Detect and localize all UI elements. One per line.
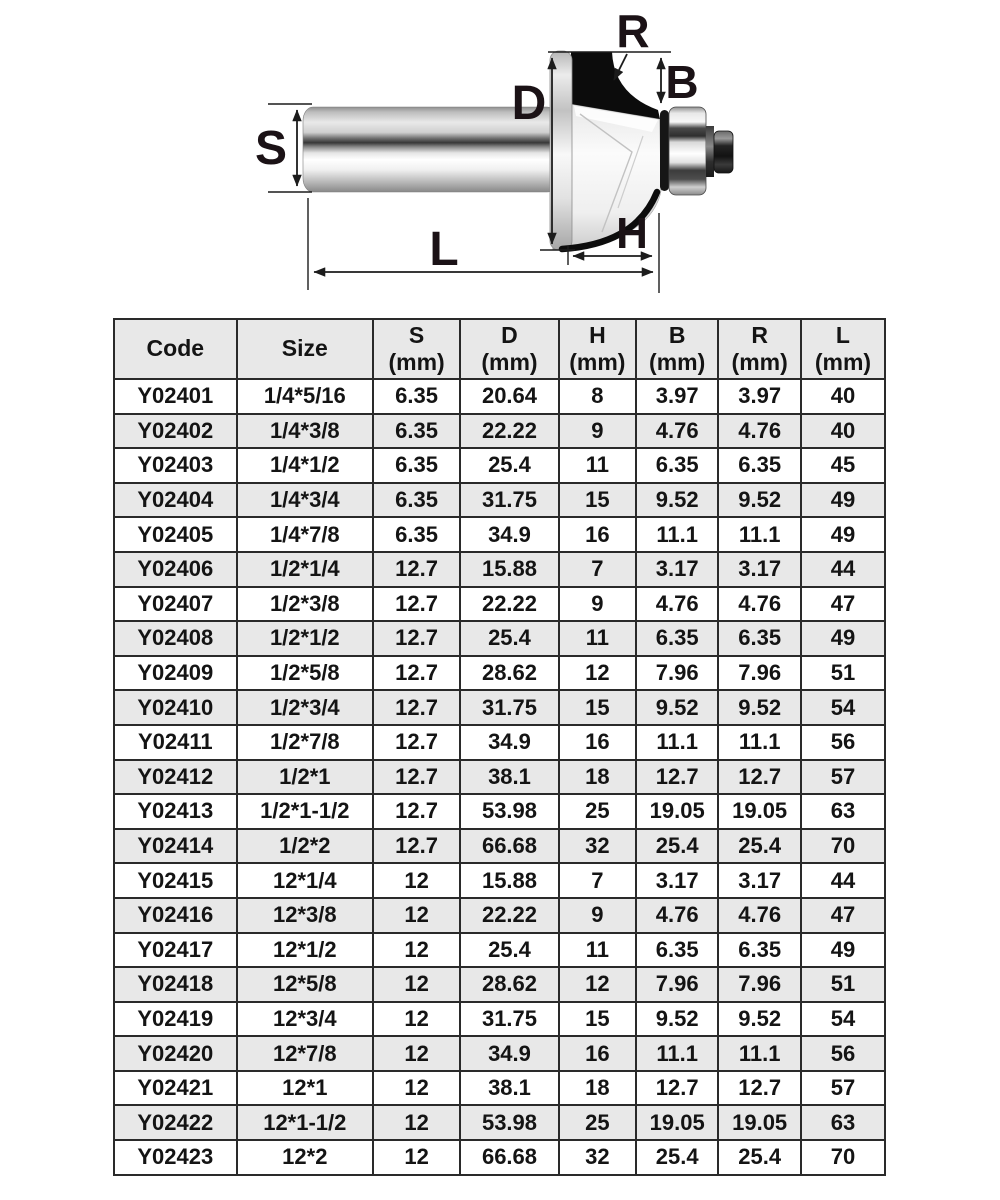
table-cell: 44: [801, 552, 885, 587]
table-cell: 57: [801, 1071, 885, 1106]
table-cell: 25.4: [718, 829, 800, 864]
label-H: H: [616, 209, 648, 258]
bearing-collar: [706, 126, 714, 177]
table-cell: Y02414: [114, 829, 237, 864]
table-cell: Y02410: [114, 690, 237, 725]
table-cell: 12*1: [237, 1071, 373, 1106]
table-cell: 11.1: [718, 517, 800, 552]
bearing: [669, 107, 706, 195]
table-cell: 18: [559, 760, 636, 795]
table-cell: 3.17: [636, 863, 718, 898]
table-cell: 40: [801, 379, 885, 414]
table-cell: 53.98: [460, 1105, 559, 1140]
col-header-code: [114, 319, 237, 379]
table-cell: 12*3/8: [237, 898, 373, 933]
table-cell: 12: [373, 1140, 460, 1175]
table-cell: 11.1: [718, 725, 800, 760]
table-cell: 12: [373, 933, 460, 968]
table-cell: 12*5/8: [237, 967, 373, 1002]
table-cell: 9.52: [718, 1002, 800, 1037]
table-cell: 12.7: [718, 760, 800, 795]
col-label: L: [835, 321, 850, 348]
label-B: B: [665, 56, 699, 108]
col-unit: (mm): [569, 349, 626, 375]
label-R: R: [616, 5, 650, 57]
table-cell: Y02415: [114, 863, 237, 898]
table-cell: 56: [801, 1036, 885, 1071]
table-cell: 8: [559, 379, 636, 414]
table-cell: 11: [559, 448, 636, 483]
table-cell: 11.1: [718, 1036, 800, 1071]
bearing-snap-ring: [660, 110, 669, 191]
col-unit: (mm): [388, 349, 445, 375]
col-header-size: [237, 319, 373, 379]
table-cell: Y02417: [114, 933, 237, 968]
table-row: [114, 760, 885, 795]
table-cell: 25.4: [460, 933, 559, 968]
table-row: [114, 552, 885, 587]
table-cell: 63: [801, 794, 885, 829]
col-unit: (mm): [649, 349, 706, 375]
table-cell: 6.35: [373, 483, 460, 518]
table-cell: 38.1: [460, 1071, 559, 1106]
table-row: [114, 1140, 885, 1175]
table-cell: 56: [801, 725, 885, 760]
table-cell: Y02419: [114, 1002, 237, 1037]
table-cell: 45: [801, 448, 885, 483]
col-unit: (mm): [481, 349, 538, 375]
col-header-s: [373, 319, 460, 379]
table-cell: 15: [559, 483, 636, 518]
table-cell: 1/2*3/8: [237, 587, 373, 622]
table-row: [114, 1036, 885, 1071]
table-cell: 6.35: [636, 448, 718, 483]
table-cell: 51: [801, 967, 885, 1002]
table-cell: Y02407: [114, 587, 237, 622]
table-cell: Y02416: [114, 898, 237, 933]
table-cell: 54: [801, 690, 885, 725]
table-cell: 3.17: [636, 552, 718, 587]
col-label: B: [668, 321, 686, 348]
table-cell: 12*3/4: [237, 1002, 373, 1037]
table-cell: Y02422: [114, 1105, 237, 1140]
table-cell: 9.52: [636, 690, 718, 725]
table-cell: 49: [801, 933, 885, 968]
table-cell: 12.7: [636, 1071, 718, 1106]
table-cell: 1/2*5/8: [237, 656, 373, 691]
table-cell: Y02413: [114, 794, 237, 829]
table-cell: 66.68: [460, 1140, 559, 1175]
table-cell: 15.88: [460, 552, 559, 587]
table-row: [114, 379, 885, 414]
table-cell: 49: [801, 483, 885, 518]
table-cell: 16: [559, 517, 636, 552]
table-cell: Y02409: [114, 656, 237, 691]
table-cell: 12.7: [373, 552, 460, 587]
table-cell: 22.22: [460, 414, 559, 449]
table-cell: 1/2*1-1/2: [237, 794, 373, 829]
table-cell: 12.7: [373, 587, 460, 622]
table-cell: 12: [373, 1105, 460, 1140]
table-cell: 15: [559, 1002, 636, 1037]
table-cell: 32: [559, 1140, 636, 1175]
table-cell: 9.52: [636, 1002, 718, 1037]
table-cell: 6.35: [373, 517, 460, 552]
table-cell: 12: [559, 656, 636, 691]
table-cell: 9.52: [636, 483, 718, 518]
table-cell: 4.76: [636, 898, 718, 933]
col-header-d: [460, 319, 559, 379]
table-cell: 12*1-1/2: [237, 1105, 373, 1140]
table-row: [114, 794, 885, 829]
table-cell: 19.05: [718, 1105, 800, 1140]
table-row: [114, 517, 885, 552]
table-cell: 7: [559, 552, 636, 587]
col-label: D: [501, 321, 518, 348]
table-cell: 12.7: [373, 725, 460, 760]
table-cell: 1/4*3/8: [237, 414, 373, 449]
table-cell: 12*1/2: [237, 933, 373, 968]
table-cell: 25: [559, 794, 636, 829]
table-cell: 1/4*7/8: [237, 517, 373, 552]
table-row: [114, 933, 885, 968]
table-cell: 28.62: [460, 967, 559, 1002]
table-cell: 1/2*1: [237, 760, 373, 795]
table-cell: 15.88: [460, 863, 559, 898]
table-cell: 12: [373, 863, 460, 898]
table-row: [114, 483, 885, 518]
table-cell: 11.1: [636, 517, 718, 552]
table-cell: Y02404: [114, 483, 237, 518]
table-cell: 15: [559, 690, 636, 725]
col-unit: (mm): [731, 349, 788, 375]
table-cell: 7.96: [718, 656, 800, 691]
table-cell: 25.4: [460, 448, 559, 483]
table-cell: 4.76: [636, 414, 718, 449]
col-header-r: [718, 319, 800, 379]
table-cell: 1/2*7/8: [237, 725, 373, 760]
table-cell: 4.76: [636, 587, 718, 622]
table-cell: 9: [559, 898, 636, 933]
table-cell: Y02406: [114, 552, 237, 587]
table-cell: Y02421: [114, 1071, 237, 1106]
table-cell: 6.35: [636, 621, 718, 656]
table-cell: 12.7: [373, 829, 460, 864]
table-cell: 22.22: [460, 587, 559, 622]
table-row: [114, 1071, 885, 1106]
table-cell: 31.75: [460, 483, 559, 518]
table-cell: 25.4: [636, 1140, 718, 1175]
table-cell: 40: [801, 414, 885, 449]
table-cell: 25.4: [636, 829, 718, 864]
label-S: S: [254, 122, 288, 175]
table-cell: 34.9: [460, 517, 559, 552]
table-cell: 49: [801, 517, 885, 552]
table-cell: 12.7: [718, 1071, 800, 1106]
table-row: [114, 690, 885, 725]
table-cell: 28.62: [460, 656, 559, 691]
table-cell: 6.35: [718, 933, 800, 968]
table-cell: 54: [801, 1002, 885, 1037]
table-cell: 3.97: [718, 379, 800, 414]
spec-table: [113, 318, 886, 1176]
table-cell: Y02402: [114, 414, 237, 449]
table-cell: 1/4*3/4: [237, 483, 373, 518]
table-cell: 70: [801, 829, 885, 864]
table-cell: Y02403: [114, 448, 237, 483]
table-cell: 11.1: [636, 1036, 718, 1071]
cutter-left-face: [550, 51, 572, 250]
table-cell: 4.76: [718, 898, 800, 933]
table-cell: Y02401: [114, 379, 237, 414]
table-cell: 19.05: [718, 794, 800, 829]
table-cell: 12.7: [636, 760, 718, 795]
table-cell: 38.1: [460, 760, 559, 795]
table-cell: Y02412: [114, 760, 237, 795]
table-cell: 57: [801, 760, 885, 795]
table-row: [114, 725, 885, 760]
table-cell: 12: [559, 967, 636, 1002]
col-label: H: [589, 321, 606, 348]
table-cell: 16: [559, 725, 636, 760]
table-cell: 47: [801, 898, 885, 933]
table-cell: 19.05: [636, 794, 718, 829]
table-cell: 12.7: [373, 621, 460, 656]
table-cell: 7: [559, 863, 636, 898]
table-cell: 20.64: [460, 379, 559, 414]
table-cell: Y02411: [114, 725, 237, 760]
table-cell: 9: [559, 414, 636, 449]
table-cell: 22.22: [460, 898, 559, 933]
col-unit: (mm): [814, 349, 872, 375]
table-row: [114, 448, 885, 483]
table-cell: 7.96: [636, 967, 718, 1002]
table-cell: 12.7: [373, 656, 460, 691]
table-row: [114, 656, 885, 691]
table-cell: 31.75: [460, 1002, 559, 1037]
table-cell: 25.4: [718, 1140, 800, 1175]
table-cell: 3.97: [636, 379, 718, 414]
table-cell: Y02420: [114, 1036, 237, 1071]
header-row: [114, 319, 885, 379]
table-cell: 12: [373, 1036, 460, 1071]
table-row: [114, 1105, 885, 1140]
table-cell: 18: [559, 1071, 636, 1106]
table-cell: 12.7: [373, 690, 460, 725]
table-cell: 7.96: [718, 967, 800, 1002]
table-row: [114, 414, 885, 449]
table-row: [114, 863, 885, 898]
table-cell: 49: [801, 621, 885, 656]
table-cell: 12*7/8: [237, 1036, 373, 1071]
col-label: Size: [281, 335, 328, 362]
table-cell: 63: [801, 1105, 885, 1140]
table-cell: Y02408: [114, 621, 237, 656]
table-cell: 25: [559, 1105, 636, 1140]
table-cell: 1/2*1/4: [237, 552, 373, 587]
table-cell: 12: [373, 1002, 460, 1037]
table-cell: 34.9: [460, 725, 559, 760]
table-cell: 9: [559, 587, 636, 622]
table-cell: 1/2*1/2: [237, 621, 373, 656]
router-bit-diagram: [0, 0, 1000, 305]
col-header-b: [636, 319, 718, 379]
col-label: S: [408, 321, 425, 348]
table-cell: 70: [801, 1140, 885, 1175]
table-cell: Y02418: [114, 967, 237, 1002]
table-cell: Y02423: [114, 1140, 237, 1175]
table-cell: 16: [559, 1036, 636, 1071]
table-cell: 12: [373, 1071, 460, 1106]
spec-table-header: [114, 319, 885, 379]
table-cell: 6.35: [718, 621, 800, 656]
table-cell: 1/2*3/4: [237, 690, 373, 725]
col-label: Code: [146, 335, 205, 362]
table-row: [114, 898, 885, 933]
table-cell: 6.35: [373, 448, 460, 483]
table-cell: 4.76: [718, 587, 800, 622]
table-cell: 32: [559, 829, 636, 864]
table-cell: 9.52: [718, 690, 800, 725]
col-header-h: [559, 319, 636, 379]
table-cell: 11: [559, 621, 636, 656]
table-cell: 19.05: [636, 1105, 718, 1140]
table-cell: 1/4*5/16: [237, 379, 373, 414]
table-cell: 11.1: [636, 725, 718, 760]
table-cell: 12.7: [373, 794, 460, 829]
col-header-l: [801, 319, 885, 379]
label-D: D: [511, 77, 547, 130]
spec-table-body: [114, 379, 885, 1175]
table-cell: 1/4*1/2: [237, 448, 373, 483]
table-cell: 31.75: [460, 690, 559, 725]
table-cell: Y02405: [114, 517, 237, 552]
table-row: [114, 1002, 885, 1037]
table-cell: 6.35: [373, 414, 460, 449]
table-cell: 3.17: [718, 552, 800, 587]
table-cell: 25.4: [460, 621, 559, 656]
table-cell: 51: [801, 656, 885, 691]
table-cell: 12: [373, 967, 460, 1002]
table-cell: 44: [801, 863, 885, 898]
table-cell: 6.35: [636, 933, 718, 968]
table-cell: 34.9: [460, 1036, 559, 1071]
table-cell: 12*2: [237, 1140, 373, 1175]
table-cell: 6.35: [718, 448, 800, 483]
table-cell: 3.17: [718, 863, 800, 898]
table-cell: 11: [559, 933, 636, 968]
table-cell: 47: [801, 587, 885, 622]
label-L: L: [429, 223, 459, 276]
table-cell: 12*1/4: [237, 863, 373, 898]
table-cell: 12: [373, 898, 460, 933]
col-label: R: [751, 321, 768, 348]
table-cell: 66.68: [460, 829, 559, 864]
table-cell: 6.35: [373, 379, 460, 414]
table-row: [114, 829, 885, 864]
table-cell: 4.76: [718, 414, 800, 449]
table-row: [114, 587, 885, 622]
nut: [714, 131, 733, 173]
table-row: [114, 621, 885, 656]
table-cell: 53.98: [460, 794, 559, 829]
table-cell: 1/2*2: [237, 829, 373, 864]
table-row: [114, 967, 885, 1002]
table-cell: 12.7: [373, 760, 460, 795]
dim-leader-R: [614, 54, 627, 80]
table-cell: 7.96: [636, 656, 718, 691]
table-cell: 9.52: [718, 483, 800, 518]
